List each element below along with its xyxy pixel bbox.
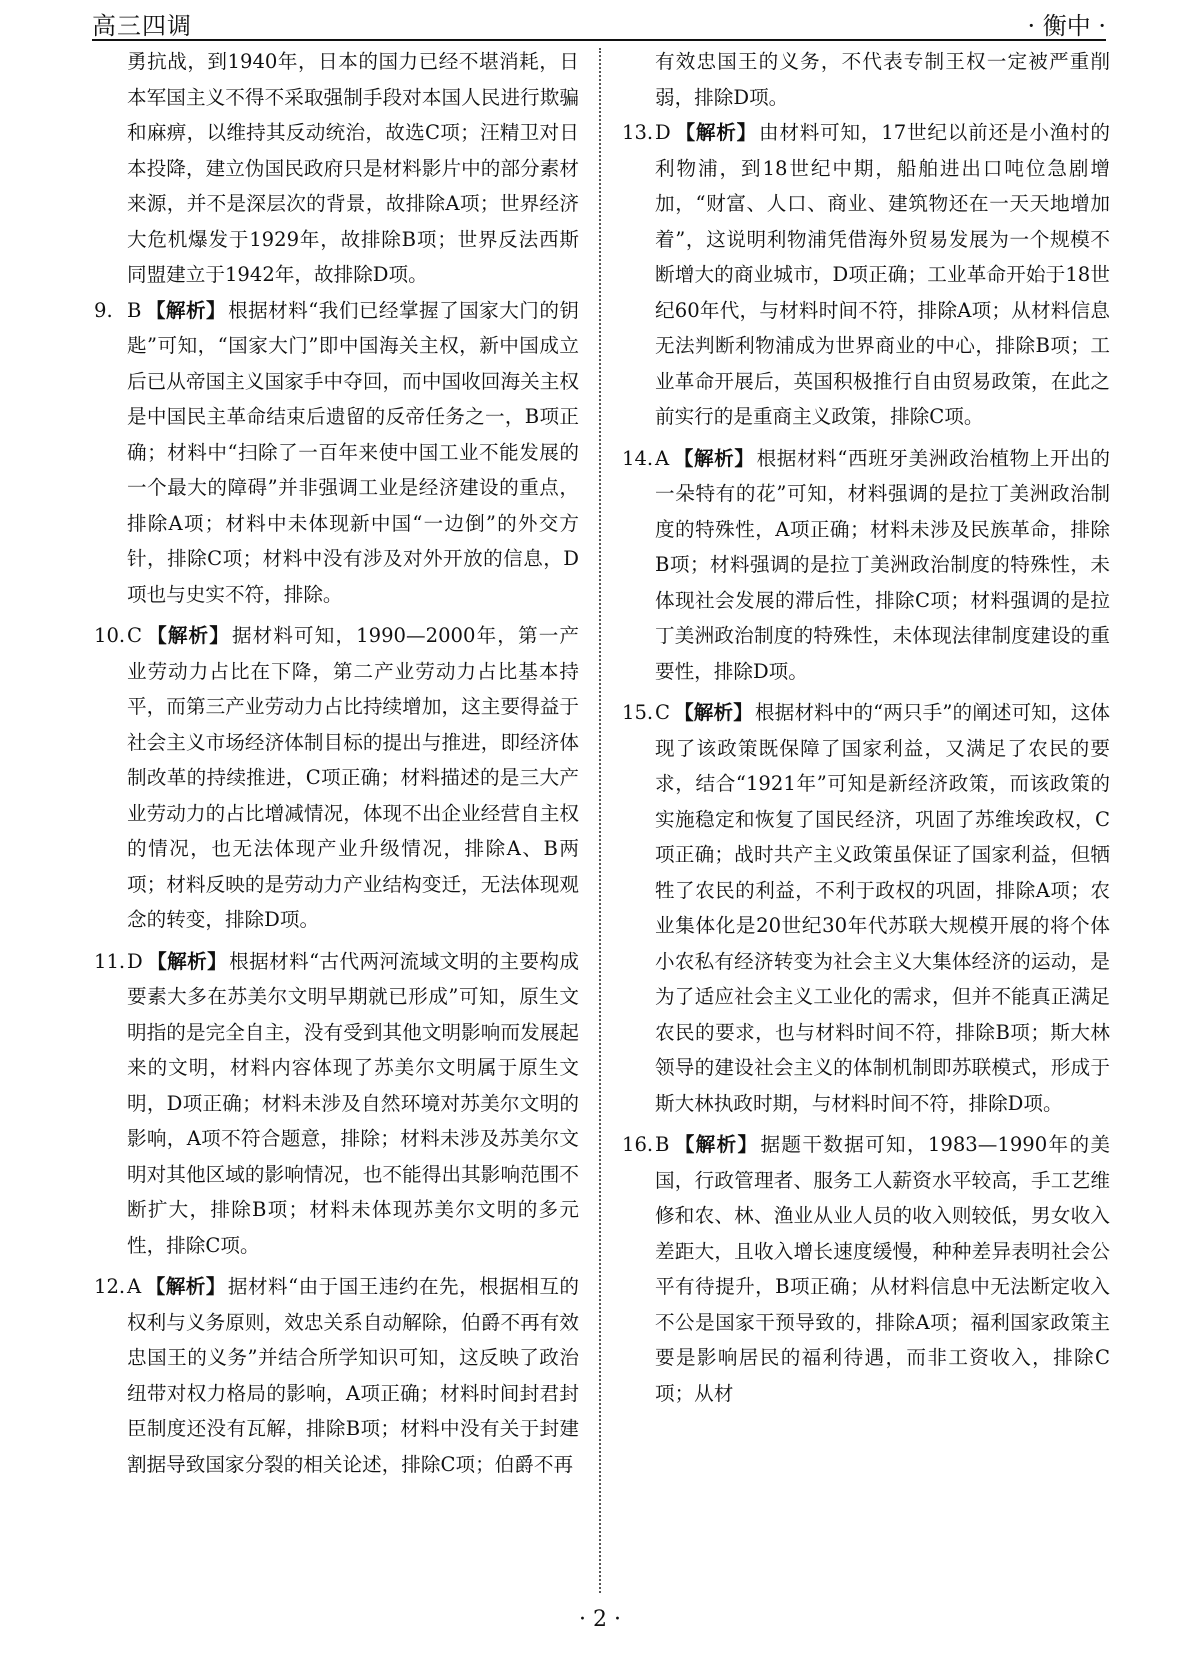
analysis-tag: 【解析】: [145, 298, 227, 322]
answer-item-9: [94, 293, 579, 613]
analysis-tag: 【解析】: [673, 446, 755, 470]
page-number: · 2 ·: [579, 1607, 621, 1632]
analysis-text: 根据材料“我们已经掌握了国家大门的钥匙”可知，“国家大门”即中国海关主权，新中国成立后已从帝国主义国家手中夺回，而中国收回海关主权是中国民主革命结束后遗留的反帝任务之一，B项正确；材料中“扫除了一百年来使中国工业不能发展的一个最大的障碍”并非强调工业是经济建设的重点，排除A项；材料中未体现新中国“一边倒”的外交方针，排除C项；材料中没有涉及对外开放的信息，D项也与史实不符，排除。: [127, 298, 579, 606]
answer-item-10: [94, 618, 579, 938]
header-rule: [92, 39, 1106, 41]
analysis-tag: 【解析】: [674, 701, 753, 724]
analysis-text: 根据材料中的“两只手”的阐述可知，这体现了该政策既保障了国家利益，又满足了农民的要求，结合“1921年”可知是新经济政策，而该政策的实施稳定和恢复了国民经济，巩固了苏维埃政权，C项正确；战时共产主义政策虽保证了国家利益，但牺牲了农民的利益，不利于政权的巩固，排除A项；农业集体化是20世纪30年代苏联大规模开展的将个体小农私有经济转变为社会主义大集体经济的运动，是为了适应社会主义工业化的需求，但并不能真正满足农民的要求，也与材料时间不符，排除B项；斯大林领导的建设社会主义的体制机制即苏联模式，形成于斯大林执政时期，与材料时间不符，排除D项。: [655, 701, 1110, 1115]
answer-letter: A: [127, 1275, 142, 1298]
answer-letter: C: [127, 624, 142, 647]
exam-title: 高三四调: [92, 12, 192, 40]
question-number: 10.: [94, 624, 126, 647]
continued-answer: 勇抗战，到1940年，日本的国力已经不堪消耗，日本军国主义不得不采取强制手段对本国人民进行欺骗和麻痹，以维持其反动统治，故选C项；汪精卫对日本投降，建立伪国民政府只是材料影片中的部分素材来源，并不是深层次的背景，故排除A项；世界经济大危机爆发于1929年，故排除B项；世界反法西斯同盟建立于1942年，故排除D项。: [127, 50, 579, 286]
answer-letter: B: [127, 298, 142, 322]
answer-item-12: [94, 1269, 579, 1482]
right-column: [622, 44, 1110, 1417]
question-number: 12.: [94, 1275, 126, 1298]
continued-answer: 有效忠国王的义务，不代表专制王权一定被严重削弱，排除D项。: [655, 50, 1110, 109]
page-header: [92, 4, 1106, 42]
question-number: 16.: [622, 1133, 654, 1156]
analysis-text: 据材料可知，1990—2000年，第一产业劳动力占比在下降，第二产业劳动力占比基本持平，而第三产业劳动力占比持续增加，这主要得益于社会主义市场经济体制目标的提出与推进，即经济体制改革的持续推进，C项正确；材料描述的是三大产业劳动力的占比增减情况，体现不出企业经营自主权的情况，也无法体现产业升级情况，排除A、B两项；材料反映的是劳动力产业结构变迁，无法体现观念的转变，排除D项。: [127, 624, 580, 931]
left-column: [94, 44, 579, 1488]
analysis-tag: 【解析】: [145, 1275, 226, 1298]
answer-item-16: [622, 1127, 1110, 1411]
school-name: · 衡中 ·: [1027, 12, 1106, 40]
analysis-tag: 【解析】: [674, 121, 758, 144]
answer-letter: D: [127, 949, 143, 973]
answer-letter: B: [655, 1133, 670, 1156]
question-number: 9.: [94, 298, 113, 322]
analysis-text: 根据材料“古代两河流域文明的主要构成要素大多在苏美尔文明早期就已形成”可知，原生文明指的是完全自主，没有受到其他文明影响而发展起来的文明，材料内容体现了苏美尔文明属于原生文明，D项正确；材料未涉及自然环境对苏美尔文明的影响，A项不符合题意，排除；材料未涉及苏美尔文明对其他区域的影响情况，也不能得出其影响范围不断扩大，排除B项；材料未体现苏美尔文明的多元性，排除C项。: [127, 949, 579, 1257]
answer-item-15: [622, 695, 1110, 1121]
answer-item-14: [622, 441, 1110, 690]
question-number: 15.: [622, 701, 654, 724]
answer-item-13: [622, 115, 1110, 435]
analysis-tag: 【解析】: [146, 949, 228, 973]
answer-letter: D: [655, 121, 671, 144]
answer-letter: A: [655, 446, 670, 470]
analysis-text: 由材料可知，17世纪以前还是小渔村的利物浦，到18世纪中期，船舶进出口吨位急剧增加，“财富、人口、商业、建筑物还在一天天地增加着”，这说明利物浦凭借海外贸易发展为一个规模不断增大的商业城市，D项正确；工业革命开始于18世纪60年代，与材料时间不符，排除A项；从材料信息无法判断利物浦成为世界商业的中心，排除B项；工业革命开展后，英国积极推行自由贸易政策，在此之前实行的是重商主义政策，排除C项。: [655, 121, 1110, 428]
answer-letter: C: [655, 701, 670, 724]
analysis-text: 根据材料“西班牙美洲政治植物上开出的一朵特有的花”可知，材料强调的是拉丁美洲政治制度的特殊性，A项正确；材料未涉及民族革命，排除B项；材料强调的是拉丁美洲政治制度的特殊性，未体现社会发展的滞后性，排除C项；材料强调的是拉丁美洲政治制度的特殊性，未体现法律制度建设的重要性，排除D项。: [655, 446, 1110, 683]
column-divider: [599, 48, 601, 1593]
answer-item-11: [94, 944, 579, 1264]
question-number: 14.: [622, 446, 654, 470]
analysis-text: 据题干数据可知，1983—1990年的美国，行政管理者、服务工人薪资水平较高，手工艺维修和农、林、渔业从业人员的收入则较低，男女收入差距大，且收入增长速度缓慢，种种差异表明社会公平有待提升，B项正确；从材料信息中无法断定收入不公是国家干预导致的，排除A项；福利国家政策主要是影响居民的福利待遇，而非工资收入，排除C项；从材: [655, 1133, 1111, 1405]
question-number: 13.: [622, 121, 654, 144]
analysis-tag: 【解析】: [146, 624, 230, 647]
analysis-text: 据材料“由于国王违约在先，根据相互的权利与义务原则，效忠关系自动解除，伯爵不再有效忠国王的义务”并结合所学知识可知，这反映了政治纽带对权力格局的影响，A项正确；材料时间封君封臣制度还没有瓦解，排除B项；材料中没有关于封建割据导致国家分裂的相关论述，排除C项；伯爵不再: [127, 1275, 579, 1476]
question-number: 11.: [94, 949, 126, 973]
analysis-tag: 【解析】: [673, 1133, 759, 1156]
